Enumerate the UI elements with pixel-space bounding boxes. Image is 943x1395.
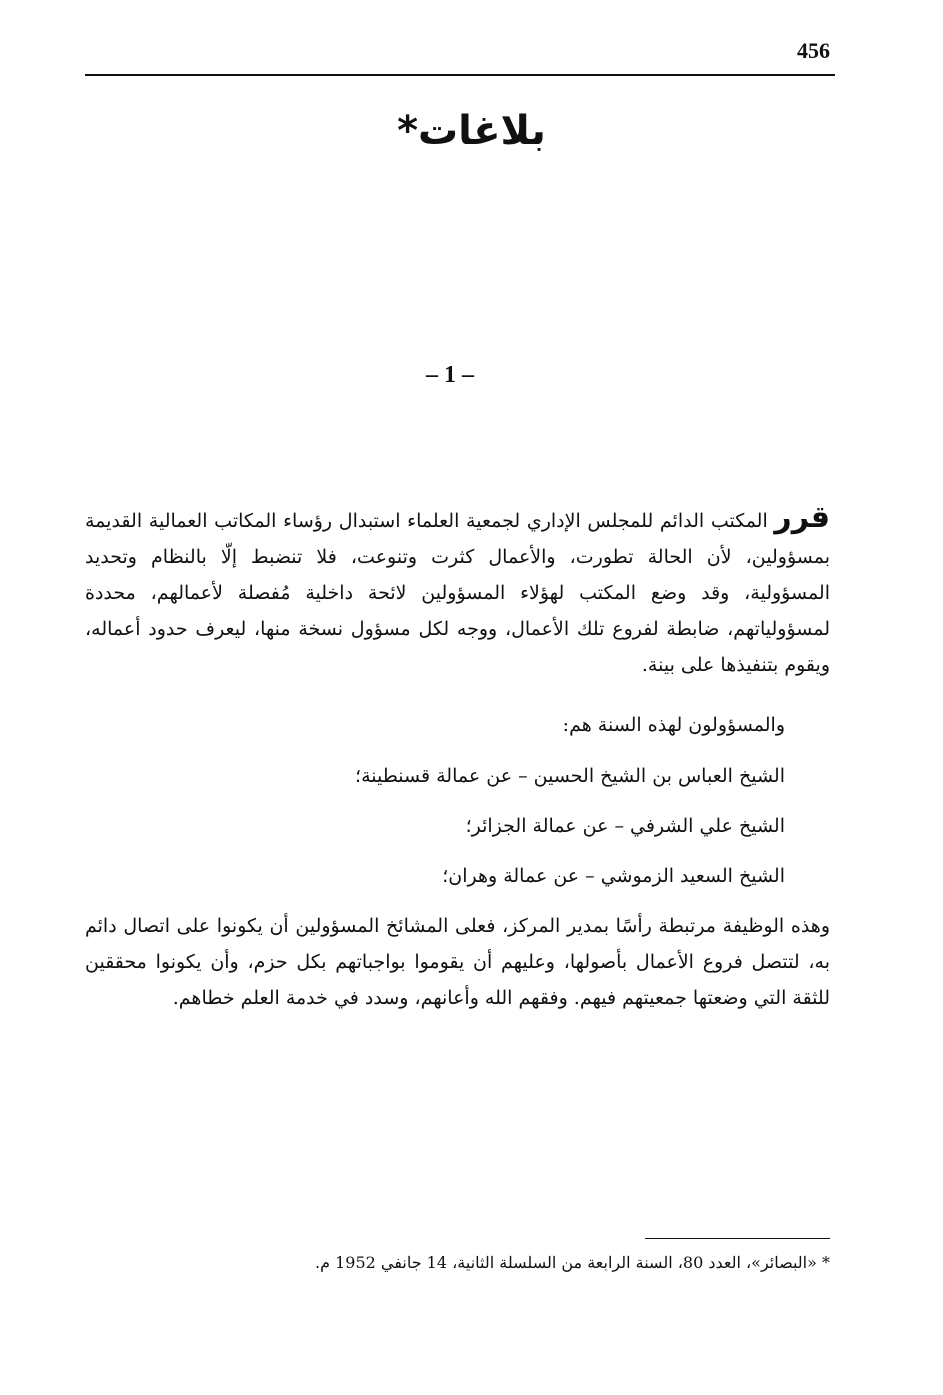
official-item: الشيخ العباس بن الشيخ الحسين – عن عمالة قسنطينة؛ — [355, 765, 785, 787]
officials-intro: والمسؤولون لهذه السنة هم: — [562, 714, 785, 736]
paragraph-closing: وهذه الوظيفة مرتبطة رأسًا بمدير المركز، فعلى المشائخ المسؤولين أن يكونوا على اتصال دائم به، لتتصل فروع الأعمال بأصولها، وعليهم أن يقوموا بواجباتهم بكل حزم، وأن يكونوا محققين للثقة التي وضعتها جمعيتهم فيهم. وفقهم الله وأعانهم، وسدد في خدمة العلم خطاهم. — [85, 915, 830, 1009]
paragraph-decision-text: المكتب الدائم للمجلس الإداري لجمعية العلماء استبدال رؤساء المكاتب العمالية القديمة بمسؤولين، لأن الحالة تطورت، والأعمال كثرت وتنوعت، فلا تنضبط إلّا بالنظام وتحديد المسؤولية، وقد وضع المكتب لهؤلاء المسؤولين لائحة داخلية مُفصلة لأعمالهم، محددة لمسؤولياتهم، ضابطة لفروع تلك الأعمال، ووجه لكل مسؤول نسخة منها، ليعرف حدود أعماله، ويقوم بتنفيذها على بينة. — [85, 510, 830, 676]
header-rule — [85, 74, 835, 76]
official-item: الشيخ السعيد الزموشي – عن عمالة وهران؛ — [442, 865, 785, 887]
footnote-rule — [645, 1238, 830, 1239]
lead-word: قرر — [774, 500, 830, 535]
official-item: الشيخ علي الشرفي – عن عمالة الجزائر؛ — [465, 815, 785, 837]
footnote: * «البصائر»، العدد 80، السنة الرابعة من السلسلة الثانية، 14 جانفي 1952 م. — [315, 1253, 830, 1272]
page-title: بلاغات* — [397, 108, 546, 154]
paragraph-decision — [85, 500, 830, 683]
section-number: – 1 – — [426, 362, 474, 388]
page-number: 456 — [797, 38, 830, 63]
